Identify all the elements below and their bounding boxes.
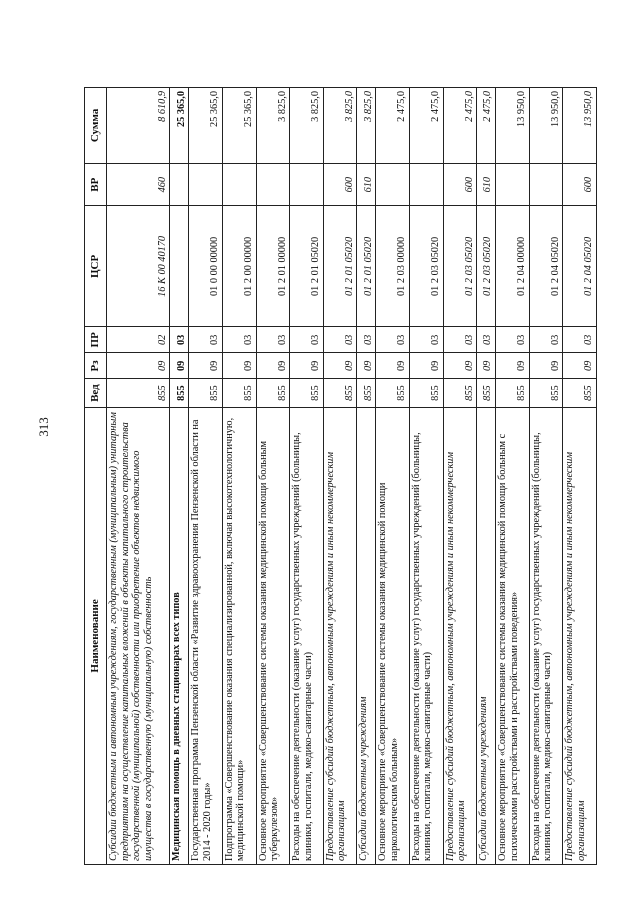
cell-ved: 855	[495, 379, 529, 407]
cell-ved: 855	[107, 379, 170, 407]
cell-vr	[290, 163, 324, 206]
cell-csr: 01 0 00 00000	[189, 206, 223, 327]
cell-sum: 3 825,0	[357, 88, 376, 164]
cell-csr: 01 2 04 00000	[495, 206, 529, 327]
cell-sum: 2 475,0	[376, 88, 410, 164]
cell-vr	[222, 163, 256, 206]
cell-sum: 13 950,0	[529, 88, 563, 164]
cell-name: Основное мероприятие «Совершенствование системы оказания медицинской помощи наркологическим больным»	[376, 407, 410, 864]
cell-name: Расходы на обеспечение деятельности (оказание услуг) государственных учреждений (больницы, клиники, госпитали, медико-санитарные части)	[290, 407, 324, 864]
cell-name: Основное мероприятие «Совершенствование системы оказания медицинской помощи больным туберкулезом»	[256, 407, 290, 864]
cell-name: Государственная программа Пензенской области «Развитие здравоохранения Пензенской области на 2014 - 2020 годы»	[189, 407, 223, 864]
cell-name: Медицинская помощь в дневных стационарах всех типов	[170, 407, 189, 864]
cell-name: Предоставление субсидий бюджетным, автономным учреждениям и иным некоммерческим организациям	[563, 407, 597, 864]
cell-rz: 09	[256, 353, 290, 379]
cell-ved: 855	[189, 379, 223, 407]
table-row	[170, 88, 189, 865]
cell-sum: 3 825,0	[256, 88, 290, 164]
cell-name: Субсидии бюджетным учреждениям	[357, 407, 376, 864]
cell-pr: 03	[256, 327, 290, 353]
cell-pr: 02	[107, 327, 170, 353]
cell-rz: 09	[563, 353, 597, 379]
cell-rz: 09	[376, 353, 410, 379]
cell-rz: 09	[222, 353, 256, 379]
cell-csr: 01 2 03 05020	[477, 206, 496, 327]
cell-csr: 01 2 01 05020	[290, 206, 324, 327]
header-csr: ЦСР	[85, 206, 107, 327]
cell-sum: 8 610,9	[107, 88, 170, 164]
header-rz: Рз	[85, 353, 107, 379]
cell-rz: 09	[477, 353, 496, 379]
cell-ved: 855	[256, 379, 290, 407]
cell-vr	[170, 163, 189, 206]
cell-name: Подпрограмма «Совершенствование оказания специализированной, включая высокотехнологичную, медицинской помощи»	[222, 407, 256, 864]
cell-name: Предоставление субсидий бюджетным, автономным учреждениям и иным некоммерческим организациям	[323, 407, 357, 864]
cell-csr: 01 2 01 05020	[357, 206, 376, 327]
cell-ved: 855	[443, 379, 477, 407]
cell-vr	[409, 163, 443, 206]
cell-csr: 01 2 03 00000	[376, 206, 410, 327]
cell-rz: 09	[495, 353, 529, 379]
cell-vr	[256, 163, 290, 206]
table-row	[107, 88, 170, 865]
cell-vr	[189, 163, 223, 206]
cell-vr: 600	[563, 163, 597, 206]
cell-ved: 855	[376, 379, 410, 407]
budget-table	[84, 87, 597, 865]
cell-csr: 01 2 03 05020	[409, 206, 443, 327]
cell-sum: 25 365,0	[222, 88, 256, 164]
header-pr: ПР	[85, 327, 107, 353]
cell-vr: 600	[443, 163, 477, 206]
table-row	[443, 88, 477, 865]
cell-pr: 03	[409, 327, 443, 353]
cell-pr: 03	[170, 327, 189, 353]
cell-ved: 855	[170, 379, 189, 407]
page-number: 313	[36, 417, 51, 437]
table-row	[256, 88, 290, 865]
table-row	[323, 88, 357, 865]
cell-ved: 855	[529, 379, 563, 407]
cell-pr: 03	[529, 327, 563, 353]
table-row	[222, 88, 256, 865]
cell-vr: 610	[357, 163, 376, 206]
cell-csr: 16 К 00 40170	[107, 206, 170, 327]
cell-sum: 2 475,0	[443, 88, 477, 164]
cell-pr: 03	[495, 327, 529, 353]
cell-csr: 01 2 04 05020	[529, 206, 563, 327]
cell-rz: 09	[357, 353, 376, 379]
cell-ved: 855	[222, 379, 256, 407]
cell-vr: 600	[323, 163, 357, 206]
cell-pr: 03	[189, 327, 223, 353]
cell-rz: 09	[107, 353, 170, 379]
header-ved: Вед	[85, 379, 107, 407]
cell-vr	[376, 163, 410, 206]
cell-pr: 03	[563, 327, 597, 353]
cell-rz: 09	[189, 353, 223, 379]
cell-csr: 01 2 01 05020	[323, 206, 357, 327]
cell-vr	[529, 163, 563, 206]
cell-csr: 01 2 01 00000	[256, 206, 290, 327]
cell-rz: 09	[290, 353, 324, 379]
cell-name: Субсидии бюджетным и автономным учреждениям, государственным (муниципальным) унитарным предприятиям на осуществление капитальных вложений в объекты капитального строительства государственной (муниципальной) собственности или приобретение объектов недвижимого имущества в государственную (муниципальную) собственность	[107, 407, 170, 864]
table-row	[376, 88, 410, 865]
header-sum: Сумма	[85, 88, 107, 164]
cell-name: Расходы на обеспечение деятельности (оказание услуг) государственных учреждений (больницы, клиники, госпитали, медико-санитарные части)	[529, 407, 563, 864]
cell-sum: 13 950,0	[495, 88, 529, 164]
cell-ved: 855	[477, 379, 496, 407]
header-vr: ВР	[85, 163, 107, 206]
table-row	[357, 88, 376, 865]
cell-sum: 2 475,0	[409, 88, 443, 164]
cell-name: Расходы на обеспечение деятельности (оказание услуг) государственных учреждений (больницы, клиники, госпитали, медико-санитарные части)	[409, 407, 443, 864]
cell-pr: 03	[290, 327, 324, 353]
table-header-row	[85, 88, 107, 865]
cell-sum: 13 950,0	[563, 88, 597, 164]
cell-sum: 2 475,0	[477, 88, 496, 164]
rotated-page-content	[84, 87, 597, 865]
cell-pr: 03	[376, 327, 410, 353]
cell-rz: 09	[170, 353, 189, 379]
cell-sum: 3 825,0	[290, 88, 324, 164]
cell-rz: 09	[529, 353, 563, 379]
header-name: Наименование	[85, 407, 107, 864]
cell-name: Предоставление субсидий бюджетным, автономным учреждениям и иным некоммерческим организациям	[443, 407, 477, 864]
cell-vr: 460	[107, 163, 170, 206]
cell-csr: 01 2 00 00000	[222, 206, 256, 327]
cell-ved: 855	[409, 379, 443, 407]
cell-ved: 855	[357, 379, 376, 407]
cell-sum: 25 365,0	[189, 88, 223, 164]
cell-vr	[495, 163, 529, 206]
cell-rz: 09	[323, 353, 357, 379]
table-row	[189, 88, 223, 865]
table-body	[107, 88, 597, 865]
cell-rz: 09	[443, 353, 477, 379]
cell-pr: 03	[357, 327, 376, 353]
cell-sum: 3 825,0	[323, 88, 357, 164]
cell-name: Основное мероприятие «Совершенствование системы оказания медицинской помощи больным с психическими расстройствами и расстройствами поведения»	[495, 407, 529, 864]
cell-vr: 610	[477, 163, 496, 206]
cell-csr	[170, 206, 189, 327]
cell-ved: 855	[290, 379, 324, 407]
table-row	[563, 88, 597, 865]
cell-pr: 03	[477, 327, 496, 353]
cell-sum: 25 365,0	[170, 88, 189, 164]
cell-csr: 01 2 03 05020	[443, 206, 477, 327]
table-row	[495, 88, 529, 865]
table-row	[477, 88, 496, 865]
cell-pr: 03	[443, 327, 477, 353]
cell-csr: 01 2 04 05020	[563, 206, 597, 327]
cell-pr: 03	[323, 327, 357, 353]
cell-pr: 03	[222, 327, 256, 353]
table-row	[290, 88, 324, 865]
cell-rz: 09	[409, 353, 443, 379]
cell-name: Субсидии бюджетным учреждениям	[477, 407, 496, 864]
table-row	[409, 88, 443, 865]
cell-ved: 855	[323, 379, 357, 407]
cell-ved: 855	[563, 379, 597, 407]
table-row	[529, 88, 563, 865]
